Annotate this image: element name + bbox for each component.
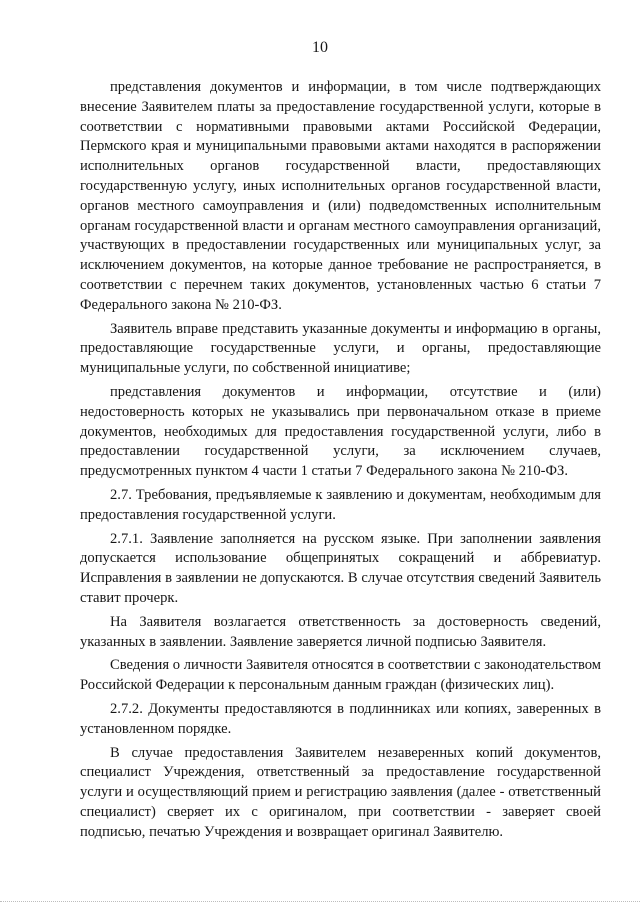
page-number: 10 <box>312 39 328 56</box>
paragraph-section-2-7: 2.7. Требования, предъявляемые к заявлению и документам, необходимым для предоставления государственной услуги. <box>80 486 601 523</box>
paragraph-personal-data: Сведения о личности Заявителя относятся в соответствии с законодательством Российской Федерации к персональным данным граждан (физических лиц). <box>80 657 601 694</box>
document-body <box>80 78 601 842</box>
paragraph-unreliability: представления документов и информации, отсутствие и (или) недостоверность которых не указывались при первоначальном отказе в приеме документов, необходимых для предоставления государственной услуги, либо в предоставлении государственной услуги, за исключением случаев, предусмотренных пунктом 4 части 1 статьи 7 Федерального закона № 210-ФЗ. <box>80 383 601 480</box>
paragraph-responsibility: На Заявителя возлагается ответственность за достоверность сведений, указанных в заявлении. Заявление заверяется личной подписью Заявителя. <box>80 613 601 650</box>
paragraph-applicant-right: Заявитель вправе представить указанные документы и информацию в органы, предоставляющие государственные услуги, и органы, предоставляющие муниципальные услуги, по собственной инициативе; <box>80 320 601 377</box>
bottom-scan-edge <box>0 901 640 903</box>
paragraph-copies-verification: В случае предоставления Заявителем незаверенных копий документов, специалист Учреждения, ответственный за предоставление государственной услуги и осуществляющий прием и регистрацию заявления (далее - ответственный специалист) сверяет их с оригиналом, при соответствии - заверяет своей подписью, печатью Учреждения и возвращает оригинал Заявителю. <box>80 744 601 840</box>
paragraph-section-2-7-2: 2.7.2. Документы предоставляются в подлинниках или копиях, заверенных в установленном порядке. <box>80 700 601 737</box>
paragraph-documents-list: представления документов и информации, в том числе подтверждающих внесение Заявителем платы за предоставление государственной услуги, которые в соответствии с нормативными правовыми актами Российской Федерации, Пермского края и муниципальными правовыми актами находятся в распоряжении исполнительных органов государственной власти, предоставляющих государственную услугу, иных исполнительных органов государственной власти, органов местного самоуправления и (или) подведомственных исполнительным органам государственной власти и органам местного самоуправления организаций, участвующих в предоставлении государственных или муниципальных услуг, за исключением документов, на которые данное требование не распространяется, в соответствии с перечнем таких документов, установленных частью 6 статьи 7 Федерального закона № 210-ФЗ. <box>80 79 601 313</box>
paragraph-section-2-7-1: 2.7.1. Заявление заполняется на русском языке. При заполнении заявления допускается использование общепринятых сокращений и аббревиатур. Исправления в заявлении не допускаются. В случае отсутствия сведений Заявитель ставит прочерк. <box>80 530 601 606</box>
